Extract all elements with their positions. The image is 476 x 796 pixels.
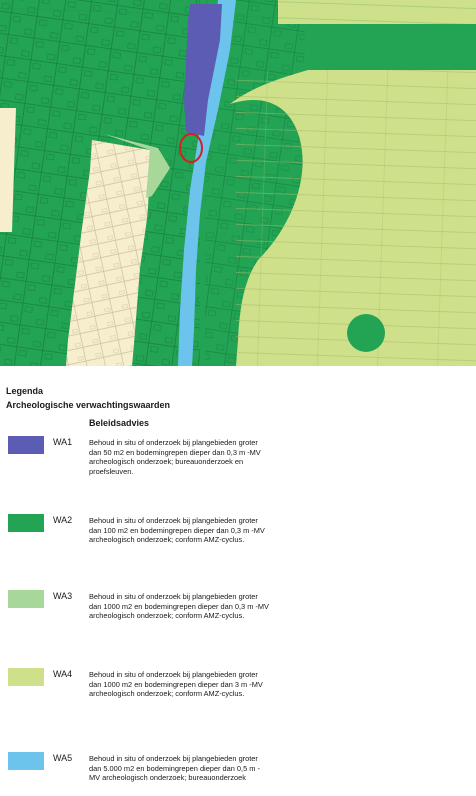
- legend-text-wa4: Behoud in situ of onderzoek bij plangebieden groter dan 1000 m2 en bodemingrepen dieper dan 3 m -MV archeologisch onderzoek; conform AMZ-cyclus.: [89, 670, 263, 699]
- legend-swatch-wa5: [8, 752, 44, 770]
- legend-entry-wa3: [0, 590, 476, 670]
- legend-swatch-wa4: [8, 668, 44, 686]
- legend-column-header: Beleidsadvies: [89, 418, 150, 428]
- legend-swatch-wa2: [8, 514, 44, 532]
- legend-text-wa5: Behoud in situ of onderzoek bij plangebieden groter dan 5.000 m2 en bodemingrepen dieper dan 0,5 m -MV archeologisch onderzoek; bureauonderzoek: [89, 754, 260, 783]
- legend-panel: [0, 366, 476, 796]
- legend-title: Legenda: [6, 386, 44, 396]
- legend-swatch-wa1: [8, 436, 44, 454]
- zone-wa2-ring: [347, 314, 385, 352]
- legend-code-wa4: WA4: [53, 669, 73, 679]
- legend-code-wa2: WA2: [53, 515, 73, 525]
- archaeology-map[interactable]: [0, 0, 476, 366]
- legend-swatch-wa3: [8, 590, 44, 608]
- legend-text-wa2: Behoud in situ of onderzoek bij plangebieden groter dan 100 m2 en bodemingrepen dieper dan 0,3 m -MV archeologisch onderzoek; conform AMZ-cyclus.: [89, 516, 265, 545]
- legend-code-wa3: WA3: [53, 591, 73, 601]
- legend-entry-wa2: [0, 514, 476, 594]
- legend-text-wa1: Behoud in situ of onderzoek bij plangebieden groter dan 50 m2 en bodemingrepen dieper dan 0,3 m -MV archeologisch onderzoek; bureauonderzoek en proefsleuven.: [89, 438, 261, 476]
- legend-code-wa5: WA5: [53, 753, 73, 763]
- legend-code-wa1: WA1: [53, 437, 73, 447]
- legend-entry-wa1: [0, 436, 476, 516]
- legend-entry-wa5: [0, 752, 476, 796]
- legend-text-wa3: Behoud in situ of onderzoek bij plangebieden groter dan 1000 m2 en bodemingrepen dieper dan 0,3 m -MV archeologisch onderzoek; conform AMZ-cyclus.: [89, 592, 269, 621]
- legend-entry-wa4: [0, 668, 476, 748]
- legend-subtitle: Archeologische verwachtingswaarden: [6, 400, 171, 410]
- fields-overlay-green: [0, 0, 476, 24]
